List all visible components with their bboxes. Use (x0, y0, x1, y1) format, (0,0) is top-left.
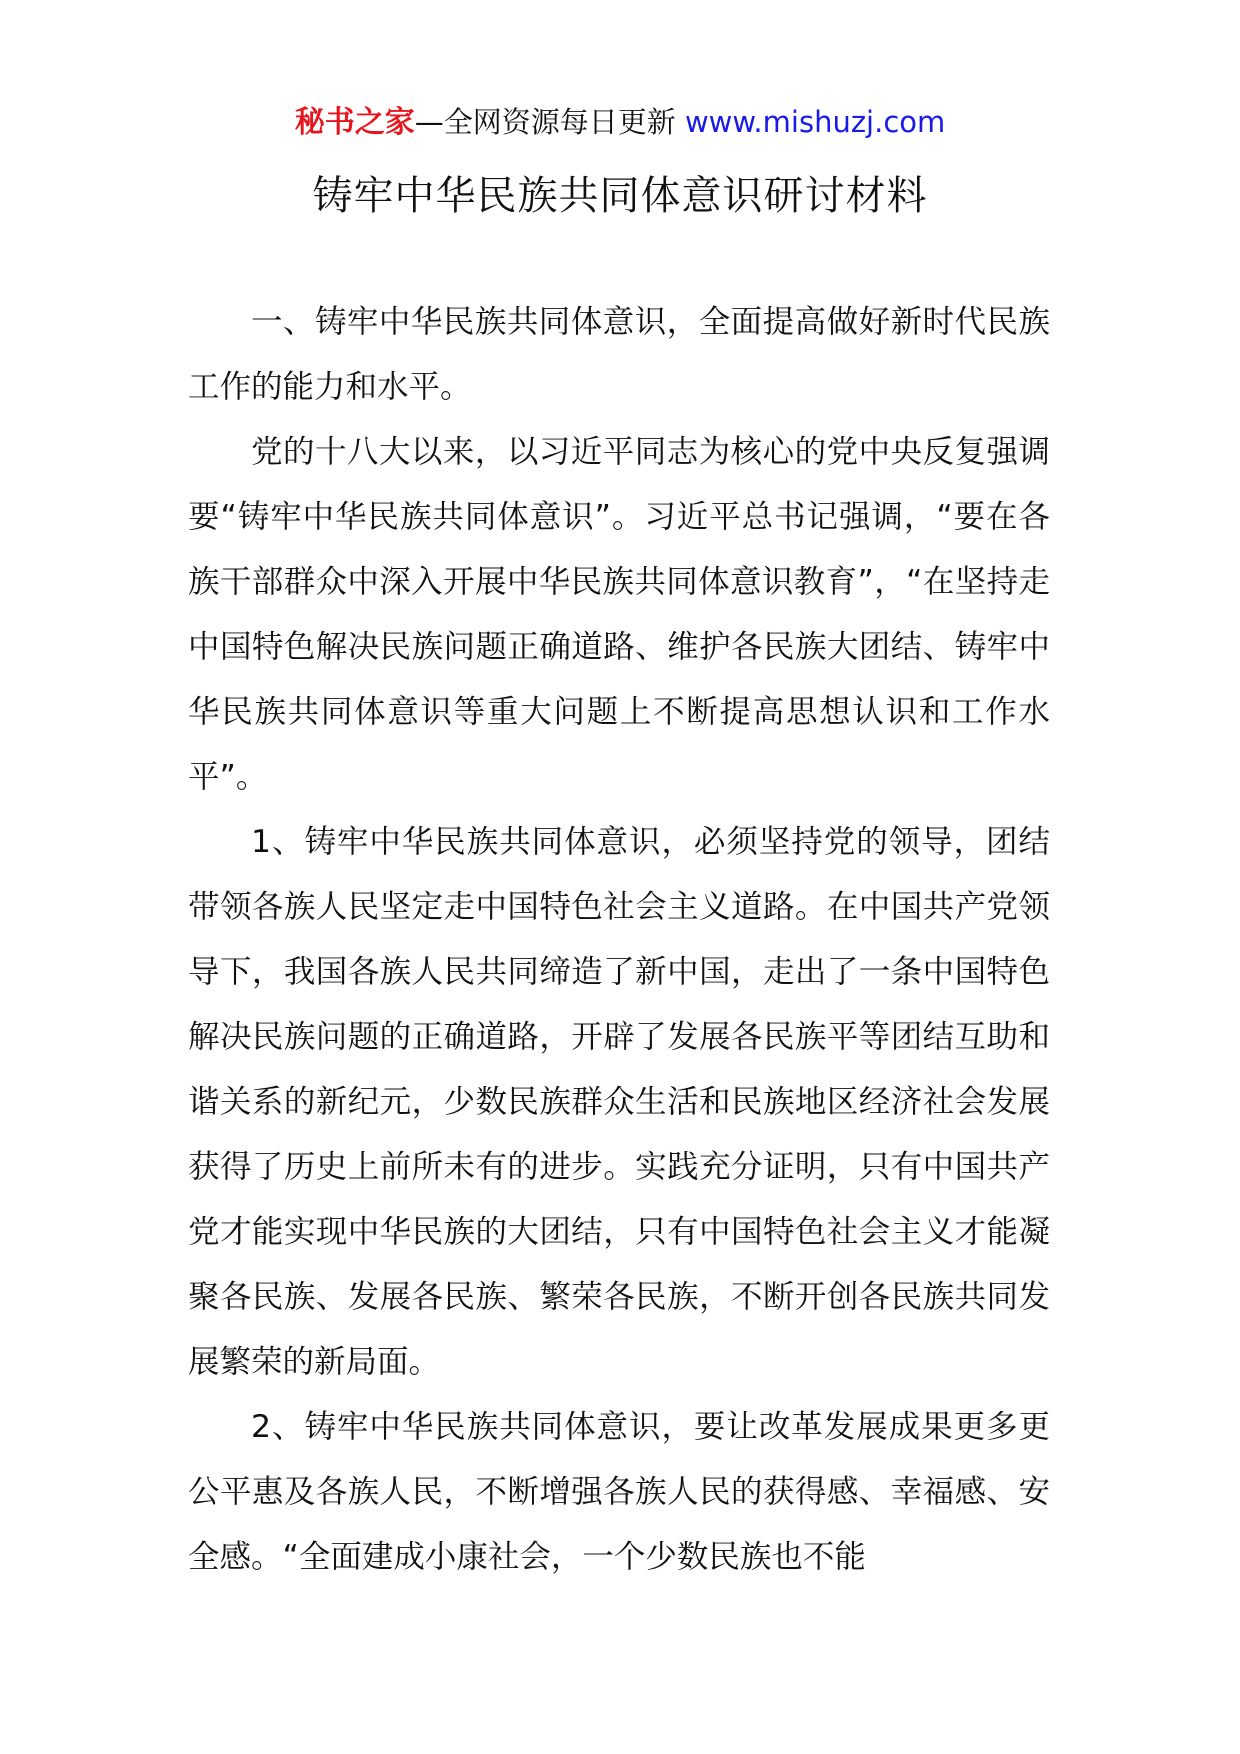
site-slogan: —全网资源每日更新 (414, 105, 685, 139)
section-heading-1: 一、铸牢中华民族共同体意识，全面提高做好新时代民族工作的能力和水平。 (188, 304, 1050, 405)
document-body (188, 290, 1050, 1590)
site-header (0, 100, 1240, 145)
document-title: 铸牢中华民族共同体意识研讨材料 (312, 173, 928, 219)
site-brand: 秘书之家 (294, 105, 415, 140)
paragraph-point-1: 1、铸牢中华民族共同体意识，必须坚持党的领导，团结带领各族人民坚定走中国特色社会主义道路。在中国共产党领导下，我国各族人民共同缔造了新中国，走出了一条中国特色解决民族问题的正确道路，开辟了发展各民族平等团结互助和谐关系的新纪元，少数民族群众生活和民族地区经济社会发展获得了历史上前所未有的进步。实践充分证明，只有中国共产党才能实现中华民族的大团结，只有中国特色社会主义才能凝聚各民族、发展各民族、繁荣各民族，不断开创各民族共同发展繁荣的新局面。 (188, 824, 1050, 1380)
paragraph-intro: 党的十八大以来，以习近平同志为核心的党中央反复强调要“铸牢中华民族共同体意识”。习近平总书记强调，“要在各族干部群众中深入开展中华民族共同体意识教育”，“在坚持走中国特色解决民族问题正确道路、维护各民族大团结、铸牢中华民族共同体意识等重大问题上不断提高思想认识和工作水平”。 (188, 434, 1050, 795)
site-url-link[interactable]: www.mishuzj.com (684, 105, 946, 139)
paragraph-point-2: 2、铸牢中华民族共同体意识，要让改革发展成果更多更公平惠及各族人民，不断增强各族人民的获得感、幸福感、安全感。“全面建成小康社会，一个少数民族也不能 (188, 1409, 1050, 1575)
